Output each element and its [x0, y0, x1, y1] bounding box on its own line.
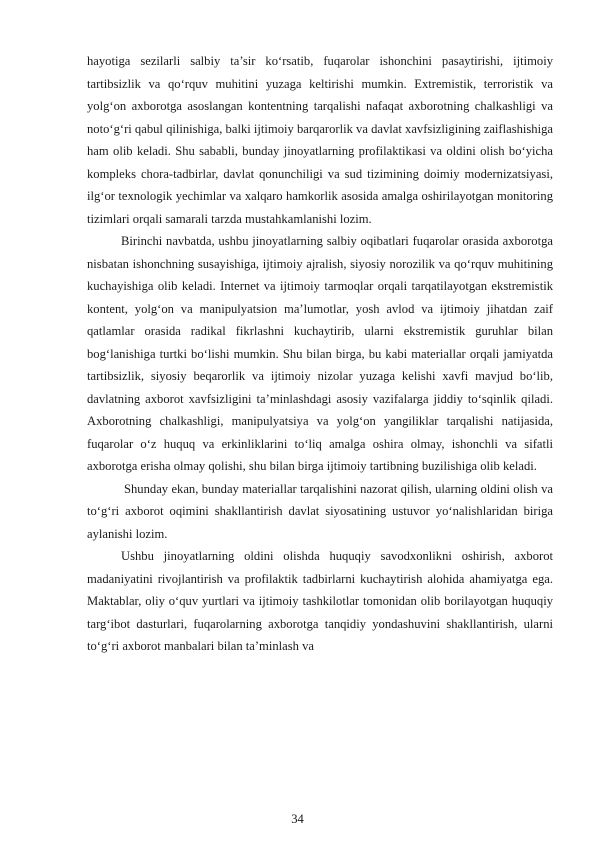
- paragraph-3: Shunday ekan, bunday materiallar tarqalishini nazorat qilish, ularning oldini olish va to‘g‘ri axborot oqimini shakllantirish davlat siyosatining ustuvor yo‘nalishlaridan biriga aylanishi lozim.: [87, 481, 553, 541]
- paragraph-2: Birinchi navbatda, ushbu jinoyatlarning salbiy oqibatlari fuqarolar orasida axborotga nisbatan ishonchning susayishiga, ijtimoiy ajralish, siyosiy norozilik va qo‘rquv muhitining kuchayishiga olib keladi. Internet va ijtimoiy tarmoqlar orqali tarqatilayotgan ekstremistik kontent, yolg‘on va manipulyatsion ma’lumotlar, yosh avlod va ijtimoiy jihatdan zaif qatlamlar orasida radikal fikrlashni kuchaytirib, ularni ekstremistik guruhlar bilan bog‘lanishiga turtki bo‘lishi mumkin. Shu bilan birga, bu kabi materiallar orqali jamiyatda tartibsizlik, siyosiy beqarorlik va ijtimoiy nizolar yuzaga kelishi xavfi mavjud bo‘lib, davlatning axborot xavfsizligini ta’minlashdagi asosiy vazifalarga jiddiy to‘sqinlik qiladi. Axborotning chalkashligi, manipulyatsiya va yolg‘on yangiliklar tarqalishi natijasida, fuqarolar o‘z huquq va erkinliklarini to‘liq amalga oshira olmay, ishonchli va sifatli axborotga erisha olmay qolishi, shu bilan birga ijtimoiy tartibning buzilishiga olib keladi.: [87, 234, 553, 473]
- body-text: [87, 50, 553, 658]
- paragraph-1: hayotiga sezilarli salbiy ta’sir ko‘rsatib, fuqarolar ishonchini pasaytirishi, ijtimoiy tartibsizlik va qo‘rquv muhitini yuzaga keltirishi mumkin. Extremistik, terroristik va yolg‘on axborotga asoslangan kontentning tarqalishi nafaqat axborotning chalkashligi va noto‘g‘ri qabul qilinishiga, balki ijtimoiy barqarorlik va davlat xavfsizligining zaiflashishiga ham olib keladi. Shu sababli, bunday jinoyatlarning profilaktikasi va oldini olish bo‘yicha kompleks chora-tadbirlar, davlat qonunchiligi va sud tizimining doimiy modernizatsiyasi, ilg‘or texnologik yechimlar va xalqaro hamkorlik asosida amalga oshirilayotgan monitoring tizimlari orqali samarali tarzda mustahkamlanishi lozim.: [87, 54, 553, 226]
- page-number: 34: [291, 812, 304, 826]
- paragraph-4: Ushbu jinoyatlarning oldini olishda huquqiy savodxonlikni oshirish, axborot madaniyatini rivojlantirish va profilaktik tadbirlarni kuchaytirish alohida ahamiyatga ega. Maktablar, oliy o‘quv yurtlari va ijtimoiy tashkilotlar tomonidan olib borilayotgan huquqiy targ‘ibot dasturlari, fuqarolarning axborotga tanqidiy yondashuvini shakllantirish, ularni to‘g‘ri axborot manbalari bilan ta’minlash va: [87, 549, 553, 653]
